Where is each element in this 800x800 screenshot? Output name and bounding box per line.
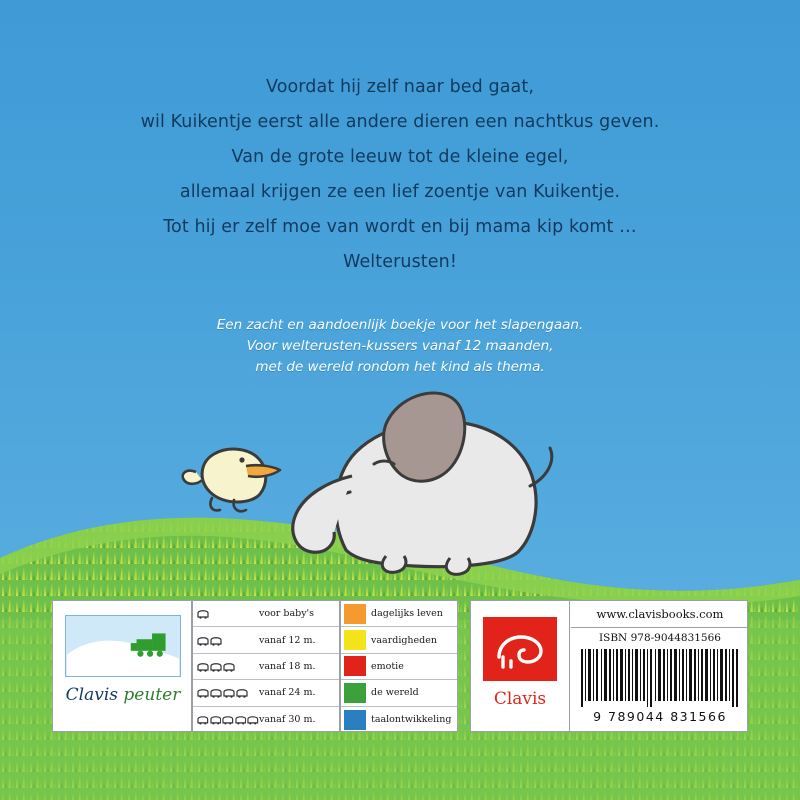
barcode-number: 9 789044 831566: [593, 709, 727, 724]
age-icon-group: [197, 661, 259, 672]
theme-row: [341, 707, 457, 733]
clavis-word: Clavis: [65, 685, 119, 705]
subblurb-line: Een zacht en aandoenlijk boekje voor het slapengaan.: [216, 317, 584, 333]
theme-color-swatch: [344, 604, 366, 624]
theme-row: [341, 601, 457, 627]
age-label: vanaf 30 m.: [259, 714, 316, 726]
blurb-line: Welterusten!: [343, 252, 457, 272]
barcode-icon: [579, 649, 741, 707]
blurb-line: Voordat hij zelf naar bed gaat,: [265, 77, 534, 97]
subblurb-text: [0, 315, 800, 378]
age-icon-group: [197, 608, 259, 619]
blurb-line: allemaal krijgen ze een lief zoentje van Kuikentje.: [179, 182, 621, 202]
clavis-key-icon: [483, 617, 557, 681]
elephant-illustration: [293, 393, 552, 574]
theme-row: [341, 654, 457, 680]
publisher-name: Clavis: [493, 689, 547, 709]
theme-label: dagelijks leven: [371, 608, 443, 620]
theme-label: de wereld: [371, 687, 419, 699]
blurb-line: Tot hij er zelf moe van wordt en bij mama kip komt …: [163, 217, 637, 237]
theme-color-swatch: [344, 683, 366, 703]
age-label: vanaf 18 m.: [259, 660, 316, 672]
subblurb-line: Voor welterusten-kussers vanaf 12 maanden,: [246, 338, 554, 354]
age-row: [193, 654, 339, 680]
age-rating-panel: [192, 600, 340, 732]
theme-legend-panel: [340, 600, 458, 732]
age-icon-group: [197, 714, 259, 725]
age-label: voor baby's: [259, 608, 315, 620]
blurb-line: wil Kuikentje eerst alle andere dieren een nachtkus geven.: [140, 112, 660, 132]
age-row: [193, 627, 339, 653]
website-url[interactable]: www.clavisbooks.com: [596, 607, 724, 621]
isbn-panel: [470, 600, 748, 732]
age-label: vanaf 12 m.: [259, 634, 316, 646]
blurb-text: [0, 70, 800, 280]
panel-divider: [569, 601, 570, 733]
chick-illustration: [183, 449, 280, 511]
theme-row: [341, 680, 457, 706]
clavis-peuter-label: [53, 685, 193, 705]
theme-color-swatch: [344, 710, 366, 730]
theme-row: [341, 627, 457, 653]
theme-label: emotie: [371, 660, 404, 672]
age-row: [193, 707, 339, 733]
theme-label: taalontwikkeling: [371, 714, 452, 726]
age-label: vanaf 24 m.: [259, 687, 316, 699]
age-row: [193, 680, 339, 706]
age-icon-group: [197, 687, 259, 698]
peuter-word: peuter: [123, 685, 181, 705]
blurb-line: Van de grote leeuw tot de kleine egel,: [231, 147, 569, 167]
isbn-number: ISBN 978-9044831566: [571, 627, 749, 644]
age-icon-group: [197, 635, 259, 646]
theme-color-swatch: [344, 630, 366, 650]
train-icon: [65, 615, 181, 677]
animals-illustration: [150, 380, 670, 590]
clavis-peuter-logo-panel: [52, 600, 192, 732]
theme-color-swatch: [344, 656, 366, 676]
subblurb-line: met de wereld rondom het kind als thema.: [255, 359, 545, 375]
age-row: [193, 601, 339, 627]
theme-label: vaardigheden: [371, 634, 437, 646]
